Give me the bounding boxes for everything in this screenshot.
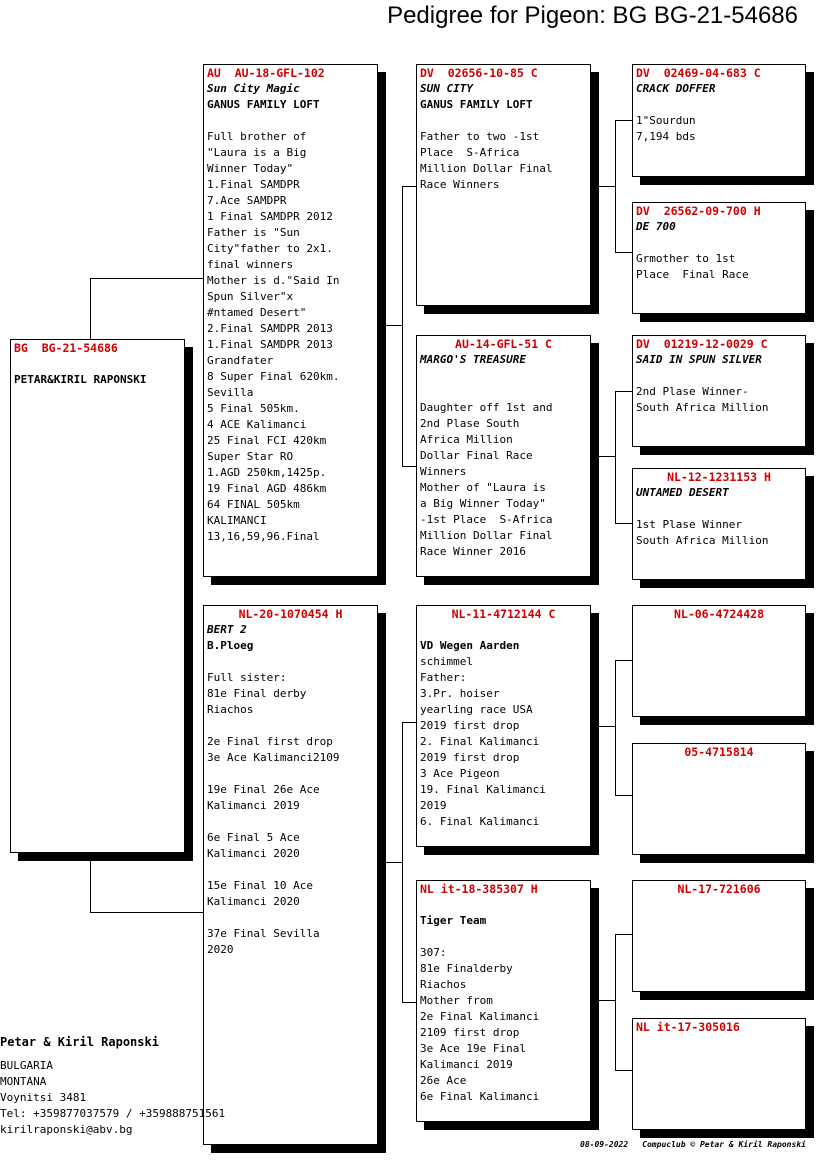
ring-number: DV 02656-10-85 C xyxy=(420,66,538,80)
ring-number: NL-06-4724428 xyxy=(673,607,764,621)
owner-name: VD Wegen Aarden xyxy=(420,639,520,652)
connector xyxy=(615,391,616,523)
note-line: 37e Final Sevilla xyxy=(207,927,320,940)
note-line: 6. Final Kalimanci xyxy=(420,815,540,828)
dam-dam-dam-card[interactable] xyxy=(632,1018,806,1130)
note-line: Million Dollar Final xyxy=(420,162,553,175)
connector xyxy=(90,278,91,340)
note-line: Sevilla xyxy=(207,386,254,399)
note-line: 2e Final Kalimanci xyxy=(420,1010,540,1023)
note-line: 6e Final Kalimanci xyxy=(420,1090,540,1103)
connector xyxy=(402,186,403,466)
connector xyxy=(402,186,417,187)
note-line: 2019 first drop xyxy=(420,719,520,732)
note-line: 3 Ace Pigeon xyxy=(420,767,500,780)
sire-card[interactable] xyxy=(203,64,378,577)
note-line: City"father to 2x1. xyxy=(207,242,333,255)
ring-number: NL-12-1231153 H xyxy=(667,470,771,484)
breeder-name: Petar & Kiril Raponski xyxy=(0,1035,159,1049)
ring-number: 05-4715814 xyxy=(684,745,754,759)
note-line xyxy=(207,862,374,878)
breeder-phone: Tel: +359877037579 / +359888751561 xyxy=(0,1107,226,1120)
connector xyxy=(384,325,402,326)
credit-text: Compuclub © Petar & Kiril Raponski xyxy=(642,1140,806,1149)
connector xyxy=(597,186,615,187)
note-line: Kalimanci 2020 xyxy=(207,847,300,860)
note-line: South Africa Million xyxy=(636,534,769,547)
connector xyxy=(615,660,633,661)
breeder-address: Voynitsi 3481 xyxy=(0,1091,87,1104)
note-line: Grandfater xyxy=(207,354,274,367)
note-line: 2020 xyxy=(207,943,234,956)
note-line: Spun Silver"x xyxy=(207,290,294,303)
ring-number: NL-11-4712144 C xyxy=(451,607,556,621)
connector xyxy=(615,1070,633,1071)
connector xyxy=(615,934,616,1070)
note-line: Riachos xyxy=(207,703,254,716)
note-line: 7.Ace SAMDPR xyxy=(207,194,287,207)
note-line: 64 FINAL 505km xyxy=(207,498,300,511)
dam-sire-card[interactable] xyxy=(416,605,591,847)
note-line: 8 Super Final 620km. xyxy=(207,370,340,383)
pigeon-name: UNTAMED DESERT xyxy=(636,486,729,499)
dam-sire-sire-card[interactable] xyxy=(632,605,806,717)
connector xyxy=(615,523,633,524)
pigeon-name: DE 700 xyxy=(636,220,676,233)
note-line: KALIMANCI xyxy=(207,514,267,527)
note-line: #ntamed Desert" xyxy=(207,306,307,319)
ring-number: DV 02469-04-683 C xyxy=(636,66,761,80)
ring-number: DV 26562-09-700 H xyxy=(636,204,761,218)
note-line: Winners xyxy=(420,465,467,478)
note-line: Kalimanci 2020 xyxy=(207,895,300,908)
breeder-email[interactable]: kirilraponski@abv.bg xyxy=(0,1123,133,1136)
note-line: 2109 first drop xyxy=(420,1026,520,1039)
connector xyxy=(90,858,91,912)
page-title: Pedigree for Pigeon: BG BG-21-54686 xyxy=(387,2,798,29)
ring-number: DV 01219-12-0029 C xyxy=(636,337,768,351)
connector xyxy=(402,1002,417,1003)
connector xyxy=(402,722,417,723)
note-line: 1"Sourdun xyxy=(636,114,696,127)
note-line: yearling race USA xyxy=(420,703,533,716)
sire-sire-card[interactable] xyxy=(416,64,591,306)
note-line: 2nd Plase South xyxy=(420,417,520,430)
breeder-info xyxy=(0,1034,225,1138)
note-line: Race Winner 2016 xyxy=(420,545,526,558)
note-line: 7,194 bds xyxy=(636,130,696,143)
connector xyxy=(90,278,204,279)
note-line: 2e Final first drop xyxy=(207,735,333,748)
connector xyxy=(402,466,417,467)
note-line: -1st Place S-Africa xyxy=(420,513,553,526)
note-line: 3e Ace Kalimanci2109 xyxy=(207,751,340,764)
connector xyxy=(615,795,633,796)
connector xyxy=(384,862,402,863)
note-line: Mother of "Laura is xyxy=(420,481,546,494)
note-line: 2nd Plase Winner- xyxy=(636,385,749,398)
note-line xyxy=(207,766,374,782)
pigeon-name: BERT 2 xyxy=(207,623,247,636)
sire-sire-sire-card[interactable] xyxy=(632,64,806,177)
note-line: Million Dollar Final xyxy=(420,529,553,542)
note-line: 81e Final derby xyxy=(207,687,307,700)
pigeon-name: Sun City Magic xyxy=(207,82,300,95)
note-line xyxy=(207,814,374,830)
note-line xyxy=(207,718,374,734)
note-line: 19. Final Kalimanci xyxy=(420,783,546,796)
sire-sire-dam-card[interactable] xyxy=(632,202,806,314)
owner-name: GANUS FAMILY LOFT xyxy=(420,98,533,111)
print-date: 08-09-2022 xyxy=(580,1140,629,1149)
note-line: Mother from xyxy=(420,994,493,1007)
ring-number: NL it-17-305016 xyxy=(636,1020,740,1034)
connector xyxy=(615,934,633,935)
note-line: 1.Final SAMDPR xyxy=(207,178,300,191)
connector xyxy=(615,252,633,253)
owner-name: Tiger Team xyxy=(420,914,487,927)
connector xyxy=(402,722,403,1002)
ring-number: NL-20-1070454 H xyxy=(238,607,343,621)
note-line: Race Winners xyxy=(420,178,500,191)
note-line: Mother is d."Said In xyxy=(207,274,340,287)
note-line: 307: xyxy=(420,946,447,959)
breeder-region: MONTANA xyxy=(0,1075,47,1088)
connector xyxy=(597,1000,615,1001)
footer xyxy=(580,1140,816,1149)
note-line: Kalimanci 2019 xyxy=(207,799,300,812)
connector xyxy=(615,120,616,252)
connector xyxy=(597,726,615,727)
note-line: 2019 first drop xyxy=(420,751,520,764)
note-line: Africa Million xyxy=(420,433,513,446)
note-line: Place Final Race xyxy=(636,268,749,281)
ring-number: AU AU-18-GFL-102 xyxy=(207,66,325,80)
note-line: Father to two -1st xyxy=(420,130,540,143)
note-line: schimmel xyxy=(420,655,473,668)
note-line: 2.Final SAMDPR 2013 xyxy=(207,322,333,335)
pigeon-name: SUN CITY xyxy=(420,82,473,95)
ring-number: NL it-18-385307 H xyxy=(420,882,538,896)
note-line: Super Star RO xyxy=(207,450,294,463)
note-line: 81e Finalderby xyxy=(420,962,513,975)
owner-name: PETAR&KIRIL RAPONSKI xyxy=(14,373,147,386)
note-line: Full sister: xyxy=(207,671,287,684)
sire-dam-dam-card[interactable] xyxy=(632,468,806,580)
connector xyxy=(615,660,616,795)
ring-number: AU-14-GFL-51 C xyxy=(455,337,552,351)
note-line: Full brother of xyxy=(207,130,307,143)
note-line: 5 Final 505km. xyxy=(207,402,300,415)
breeder-country: BULGARIA xyxy=(0,1059,53,1072)
note-line: 4 ACE Kalimanci xyxy=(207,418,307,431)
note-line: 1.Final SAMDPR 2013 xyxy=(207,338,333,351)
note-line: 3.Pr. hoiser xyxy=(420,687,500,700)
note-line: Kalimanci 2019 xyxy=(420,1058,513,1071)
ring-number: BG BG-21-54686 xyxy=(14,341,118,355)
note-line: Father is "Sun xyxy=(207,226,300,239)
connector xyxy=(90,912,204,913)
note-line: 6e Final 5 Ace xyxy=(207,831,300,844)
note-line: 19 Final AGD 486km xyxy=(207,482,327,495)
note-line: 2019 xyxy=(420,799,447,812)
sire-dam-sire-card[interactable] xyxy=(632,335,806,447)
note-line: a Big Winner Today" xyxy=(420,497,546,510)
owner-name: GANUS FAMILY LOFT xyxy=(207,98,320,111)
connector xyxy=(615,391,633,392)
owner-name: B.Ploeg xyxy=(207,639,254,652)
note-line: 1 Final SAMDPR 2012 xyxy=(207,210,333,223)
note-line: final winners xyxy=(207,258,294,271)
connector xyxy=(615,120,633,121)
dam-card[interactable] xyxy=(203,605,378,1145)
dam-dam-card[interactable] xyxy=(416,880,591,1122)
pigeon-name: SAID IN SPUN SILVER xyxy=(636,353,762,366)
note-line: 19e Final 26e Ace xyxy=(207,783,320,796)
note-line: Riachos xyxy=(420,978,467,991)
note-line: Place S-Africa xyxy=(420,146,520,159)
note-line: 1.AGD 250km,1425p. xyxy=(207,466,327,479)
note-line: 15e Final 10 Ace xyxy=(207,879,313,892)
note-line: 1st Plase Winner xyxy=(636,518,742,531)
note-line: 25 Final FCI 420km xyxy=(207,434,327,447)
note-line: Father: xyxy=(420,671,467,684)
note-line: Grmother to 1st xyxy=(636,252,736,265)
note-line: 3e Ace 19e Final xyxy=(420,1042,526,1055)
note-line: Winner Today" xyxy=(207,162,294,175)
note-line: Daughter off 1st and xyxy=(420,401,553,414)
note-line: 26e Ace xyxy=(420,1074,467,1087)
note-line: Dollar Final Race xyxy=(420,449,533,462)
pigeon-name: MARGO'S TREASURE xyxy=(420,353,526,366)
note-line: South Africa Million xyxy=(636,401,769,414)
pigeon-name: CRACK DOFFER xyxy=(636,82,716,95)
sire-dam-card[interactable] xyxy=(416,335,591,577)
dam-dam-sire-card[interactable] xyxy=(632,880,806,992)
subject-pigeon-card[interactable] xyxy=(10,339,185,853)
ring-number: NL-17-721606 xyxy=(677,882,761,896)
note-line: 2. Final Kalimanci xyxy=(420,735,540,748)
note-line: "Laura is a Big xyxy=(207,146,307,159)
connector xyxy=(597,456,615,457)
dam-sire-dam-card[interactable] xyxy=(632,743,806,855)
note-line: 13,16,59,96.Final xyxy=(207,530,320,543)
note-line xyxy=(207,910,374,926)
